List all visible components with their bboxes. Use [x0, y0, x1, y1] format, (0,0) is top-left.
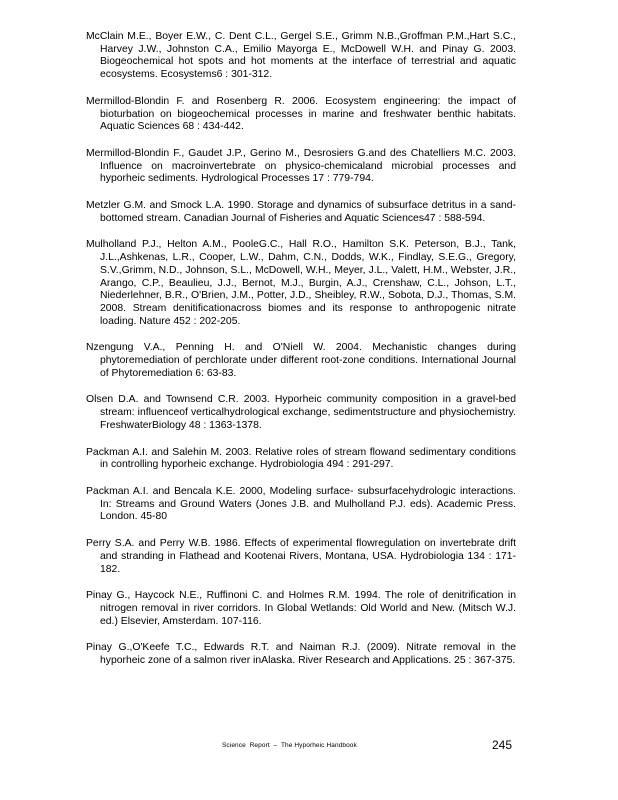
reference-entry: Packman A.I. and Bencala K.E. 2000, Modeling surface- subsurfacehydrologic interactions. In: Streams and Ground Waters (Jones J.B. and Mulholland P.J. eds). Academic Press. London. 45-80: [86, 485, 516, 523]
reference-entry: Pinay G.,O'Keefe T.C., Edwards R.T. and Naiman R.J. (2009). Nitrate removal in the hyporheic zone of a salmon river inAlaska. River Research and Applications. 25 : 367-375.: [86, 642, 516, 667]
footer-report-title: Science Report – The Hyporheic Handbook: [222, 742, 357, 749]
reference-entry: McClain M.E., Boyer E.W., C. Dent C.L., Gergel S.E., Grimm N.B.,Groffman P.M.,Hart S.C., Harvey J.W., Johnston C.A., Emilio Mayorga E., McDowell W.H. and Pinay G. 2003. Biogeochemical hot spots and hot moments at the interface of terrestrial and aquatic ecosystems. Ecosystems6 : 301-312.: [86, 31, 516, 81]
reference-entry: Mermillod-Blondin F., Gaudet J.P., Gerino M., Desrosiers G.and des Chatelliers M.C. 2003. Influence on macroinvertebrate on physico-chemicaland microbial processes and hyporheic sediments. Hydrological Processes 17 : 779-794.: [86, 147, 516, 185]
reference-entry: Nzengung V.A., Penning H. and O'Niell W. 2004. Mechanistic changes during phytoremediation of perchlorate under different root-zone conditions. International Journal of Phytoremediation 6: 63-83.: [86, 342, 516, 379]
page-number: 245: [492, 738, 513, 752]
reference-entry: Mermillod-Blondin F. and Rosenberg R. 2006. Ecosystem engineering: the impact of bioturbation on biogeochemical processes in marine and freshwater benthic habitats. Aquatic Sciences 68 : 434-442.: [86, 95, 516, 133]
reference-entry: Perry S.A. and Perry W.B. 1986. Effects of experimental flowregulation on invertebrate drift and stranding in Flathead and Kootenai Rivers, Montana, USA. Hydrobiologia 134 : 171-182.: [86, 538, 516, 575]
reference-entry: Pinay G., Haycock N.E., Ruffinoni C. and Holmes R.M. 1994. The role of denitrification in nitrogen removal in river corridors. In Global Wetlands: Old World and New. (Mitsch W.J. ed.) Elsevier, Amsterdam. 107-116.: [86, 590, 516, 627]
reference-entry: Mulholland P.J., Helton A.M., PooleG.C., Hall R.O., Hamilton S.K. Peterson, B.J., Tank, J.L.,Ashkenas, L.R., Cooper, L.W., Dahm, C.N., Dodds, W.K., Findlay, S.E.G., Gregory, S.V.,Grimm, N.D., Johnson, S.L., McDowell, W.H., Meyer, J.L., Valett, H.M., Webster, J.R., Arango, C.P., Beaulieu, J.J., Bernot, M.J., Burgin, A.J., Crenshaw, C.L., Johson, L.T., Niederlehner, B.R., O'Brien, J.M., Potter, J.D., Sheibley, R.W., Sobota, D.J., Thomas, S.M. 2008. Stream denitificationacross biomes and its response to anthropogenic nitrate loading. Nature 452 : 202-205.: [86, 239, 516, 327]
reference-entry: Packman A.I. and Salehin M. 2003. Relative roles of stream flowand sedimentary conditions in controlling hyporheic exchange. Hydrobiologia 494 : 291-297.: [86, 446, 516, 471]
reference-list: [86, 31, 516, 682]
reference-entry: Olsen D.A. and Townsend C.R. 2003. Hyporheic community composition in a gravel-bed stream: influenceof verticalhydrological exchange, sedimentstructure and physiochemistry. FreshwaterBiology 48 : 1363-1378.: [86, 394, 516, 431]
reference-entry: Metzler G.M. and Smock L.A. 1990. Storage and dynamics of subsurface detritus in a sand-bottomed stream. Canadian Journal of Fisheries and Aquatic Sciences47 : 588-594.: [86, 200, 516, 224]
